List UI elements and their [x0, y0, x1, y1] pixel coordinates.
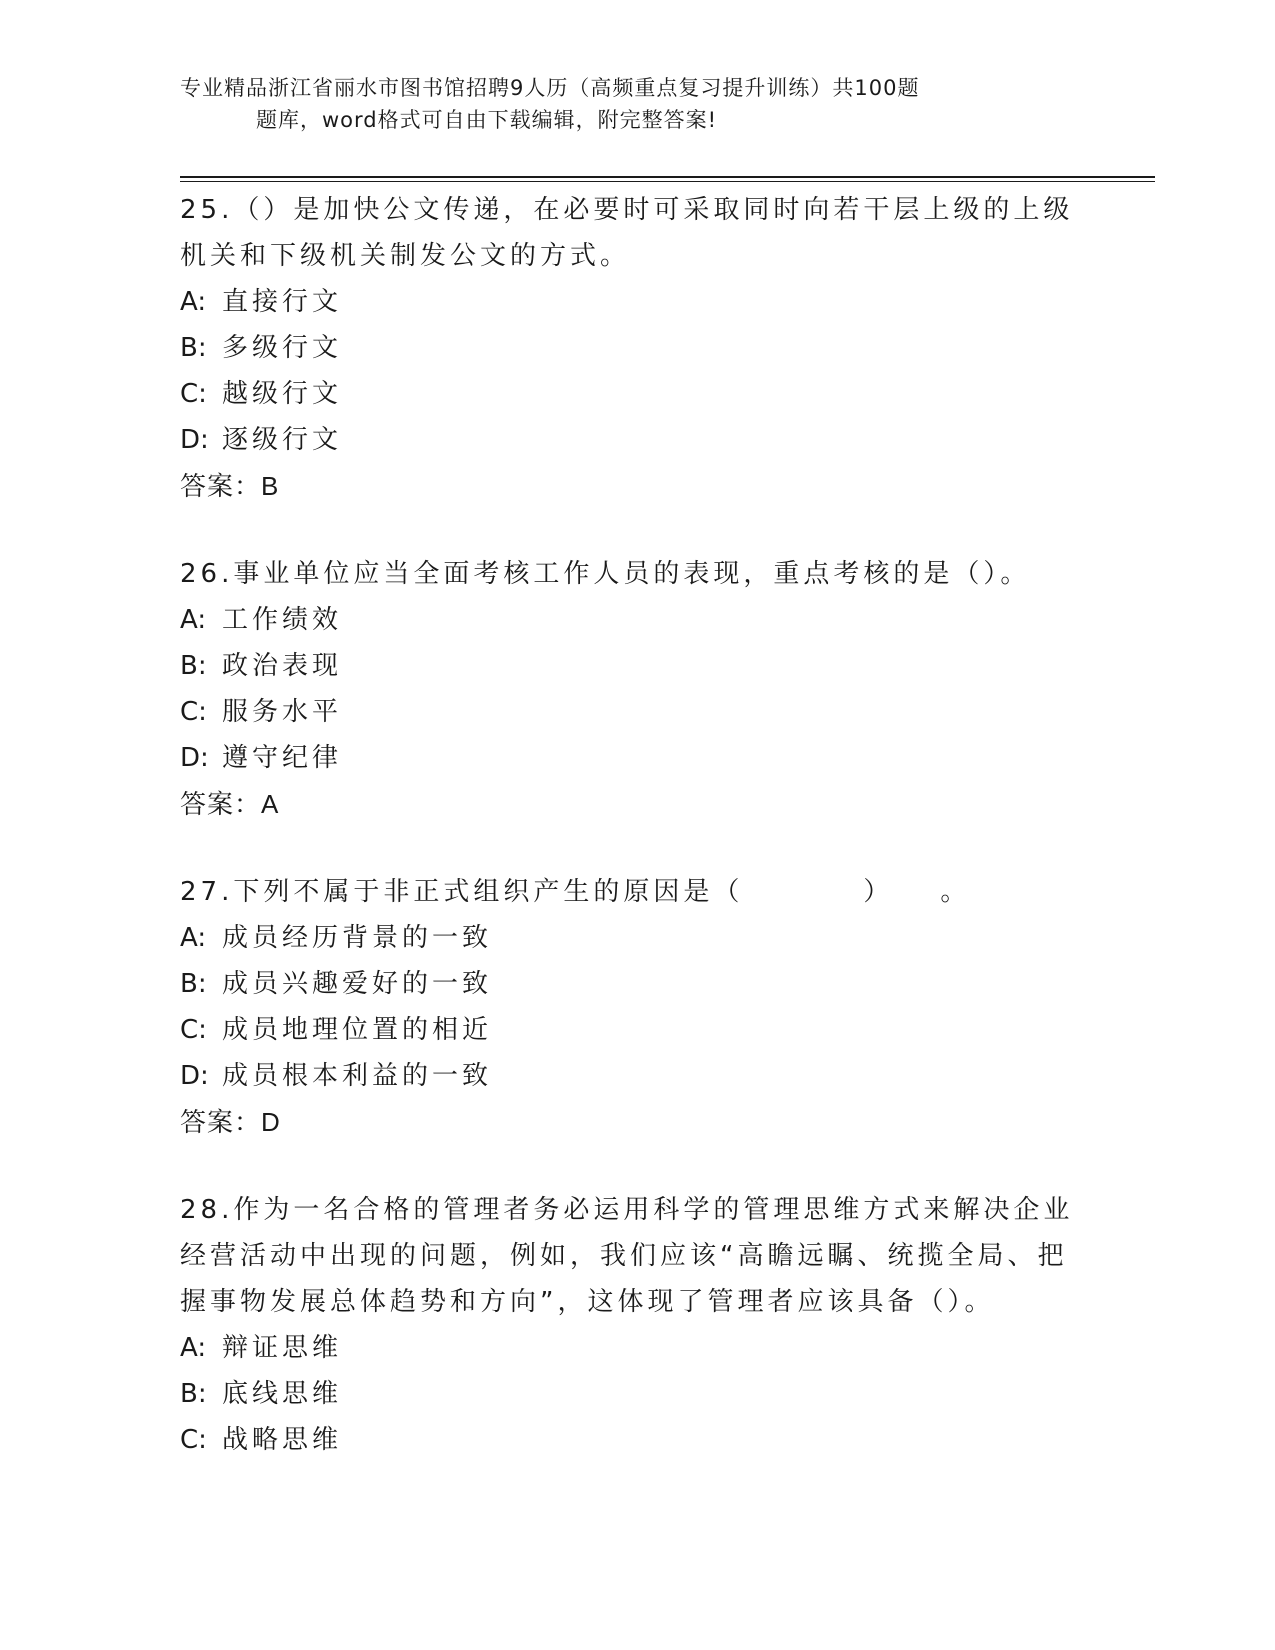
option-text: 遵守纪律 — [222, 743, 343, 773]
option-text: 服务水平 — [222, 697, 343, 727]
option-letter: B: — [180, 969, 207, 999]
header-divider-thick — [180, 176, 1155, 178]
option-b — [180, 325, 1080, 371]
option-text: 工作绩效 — [222, 605, 343, 635]
answer-line: 答案：B — [180, 471, 280, 501]
option-letter: C: — [180, 1015, 207, 1045]
option-text: 成员根本利益的一致 — [222, 1061, 493, 1091]
question-28 — [180, 1187, 1080, 1463]
question-list — [180, 187, 1080, 1505]
option-b — [180, 643, 1080, 689]
option-d — [180, 1053, 1080, 1099]
option-text: 成员地理位置的相近 — [222, 1015, 493, 1045]
option-text: 越级行文 — [222, 379, 343, 409]
answer-line: 答案：A — [180, 789, 280, 819]
header-title-line-1: 专业精品浙江省丽水市图书馆招聘9人历（高频重点复习提升训练）共100题 — [180, 76, 920, 100]
answer-line: 答案：D — [180, 1107, 281, 1137]
option-a — [180, 279, 1080, 325]
option-letter: D: — [180, 743, 209, 773]
option-letter: A: — [180, 605, 207, 635]
option-b — [180, 961, 1080, 1007]
option-a — [180, 597, 1080, 643]
option-a — [180, 1325, 1080, 1371]
option-text: 辩证思维 — [222, 1333, 343, 1363]
header-title-line-2: 题库，word格式可自由下载编辑，附完整答案! — [256, 108, 718, 132]
option-text: 政治表现 — [222, 651, 343, 681]
option-text: 底线思维 — [222, 1379, 343, 1409]
question-27 — [180, 869, 1080, 1145]
option-text: 战略思维 — [222, 1425, 343, 1455]
option-letter: B: — [180, 1379, 207, 1409]
option-text: 成员兴趣爱好的一致 — [222, 969, 493, 999]
question-26 — [180, 551, 1080, 827]
option-text: 逐级行文 — [222, 425, 343, 455]
option-c — [180, 689, 1080, 735]
option-text: 多级行文 — [222, 333, 343, 363]
option-letter: C: — [180, 697, 207, 727]
option-b — [180, 1371, 1080, 1417]
option-letter: B: — [180, 333, 207, 363]
option-text: 成员经历背景的一致 — [222, 923, 493, 953]
question-stem: 27.下列不属于非正式组织产生的原因是（ ） 。 — [180, 877, 971, 907]
option-text: 直接行文 — [222, 287, 343, 317]
option-letter: C: — [180, 1425, 207, 1455]
option-letter: A: — [180, 287, 207, 317]
option-letter: A: — [180, 1333, 207, 1363]
question-stem: 26.事业单位应当全面考核工作人员的表现，重点考核的是（）。 — [180, 559, 1031, 589]
option-letter: D: — [180, 425, 209, 455]
option-d — [180, 417, 1080, 463]
option-c — [180, 371, 1080, 417]
option-c — [180, 1417, 1080, 1463]
option-d — [180, 735, 1080, 781]
option-c — [180, 1007, 1080, 1053]
question-stem: 28.作为一名合格的管理者务必运用科学的管理思维方式来解决企业经营活动中出现的问题，例如，我们应该“高瞻远瞩、统揽全局、把握事物发展总体趋势和方向”，这体现了管理者应该具备（）。 — [180, 1195, 1074, 1317]
question-stem: 25.（）是加快公文传递，在必要时可采取同时向若干层上级的上级机关和下级机关制发公文的方式。 — [180, 195, 1074, 271]
option-a — [180, 915, 1080, 961]
option-letter: B: — [180, 651, 207, 681]
option-letter: A: — [180, 923, 207, 953]
header-divider-thin — [180, 181, 1155, 182]
question-25 — [180, 187, 1080, 509]
option-letter: C: — [180, 379, 207, 409]
option-letter: D: — [180, 1061, 209, 1091]
document-header — [180, 72, 1080, 136]
